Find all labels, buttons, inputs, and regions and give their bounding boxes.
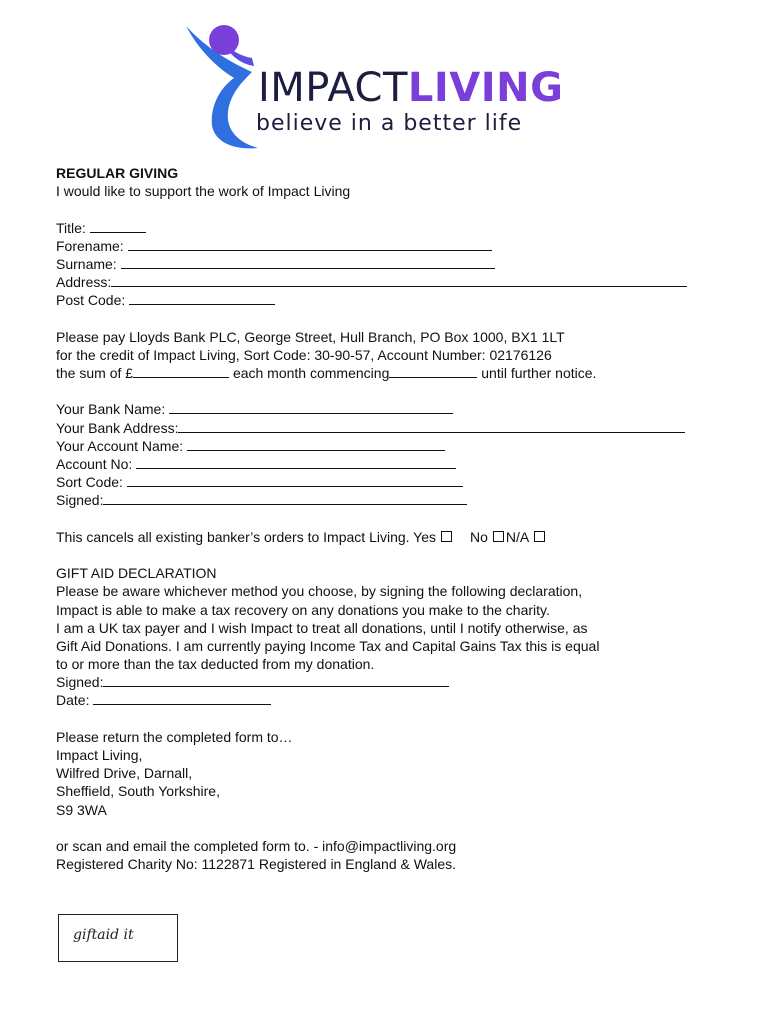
account-no-row <box>56 455 746 473</box>
payment-line-3 <box>56 364 746 382</box>
yes-checkbox[interactable] <box>441 531 452 542</box>
logo-head <box>209 25 239 55</box>
account-no-label: Account No: <box>56 456 133 472</box>
email-line: or scan and email the completed form to. - info@impactliving.org <box>56 837 457 854</box>
surname-row <box>56 255 746 273</box>
account-no-field[interactable] <box>136 455 456 469</box>
gift-aid-date-row <box>56 691 746 709</box>
until-label: until further notice. <box>481 365 597 382</box>
account-name-row <box>56 437 746 455</box>
gift-aid-signed-label: Signed: <box>56 674 104 691</box>
return-address-line: Wilfred Drive, Darnall, <box>56 765 193 782</box>
account-name-field[interactable] <box>187 437 445 451</box>
title-row <box>56 219 746 237</box>
title-label: Title: <box>56 219 86 236</box>
bank-signed-row <box>56 491 746 509</box>
no-label: No <box>470 528 488 545</box>
gift-aid-line: to or more than the tax deducted from my donation. <box>56 656 375 673</box>
sum-label: the sum of £ <box>56 365 134 382</box>
brand-impact: IMPACT <box>258 65 408 111</box>
sort-code-field[interactable] <box>127 473 463 487</box>
payment-line-1: Please pay Lloyds Bank PLC, George Street, Hull Branch, PO Box 1000, BX1 1LT <box>56 328 565 345</box>
gift-aid-line: Please be aware whichever method you choose, by signing the following declaration, <box>56 583 583 600</box>
regular-giving-form <box>56 164 746 873</box>
cancel-row <box>56 528 746 546</box>
postcode-label: Post Code: <box>56 292 126 309</box>
gift-aid-line: I am a UK tax payer and I wish Impact to treat all donations, until I notify otherwise, as <box>56 619 588 636</box>
bank-name-row <box>56 400 746 418</box>
bank-signed-label: Signed: <box>56 492 104 509</box>
postcode-row <box>56 291 746 309</box>
charity-line: Registered Charity No: 1122871 Registered in England & Wales. <box>56 856 456 873</box>
surname-field[interactable] <box>121 255 495 269</box>
account-name-label: Your Account Name: <box>56 437 184 454</box>
sort-code-row <box>56 473 746 491</box>
gift-aid-heading: GIFT AID DECLARATION <box>56 565 217 582</box>
sort-code-label: Sort Code: <box>56 474 123 491</box>
title-field[interactable] <box>90 219 146 233</box>
gift-aid-date-label: Date: <box>56 692 90 709</box>
address-field[interactable] <box>111 273 687 287</box>
form-heading: REGULAR GIVING <box>56 165 179 181</box>
gift-aid-date-field[interactable] <box>93 691 271 705</box>
bank-signature-field[interactable] <box>103 491 467 505</box>
payment-line-2: for the credit of Impact Living, Sort Code: 30-90-57, Account Number: 02176126 <box>56 346 552 363</box>
form-intro: I would like to support the work of Impact Living <box>56 183 351 200</box>
brand-name <box>258 66 563 110</box>
return-address-line: Impact Living, <box>56 747 143 763</box>
cancel-text: This cancels all existing banker’s orders to Impact Living. Yes <box>56 528 437 545</box>
brand-living: LIVING <box>407 65 564 111</box>
sum-field[interactable] <box>133 364 229 378</box>
gift-aid-line: Impact is able to make a tax recovery on any donations you make to the charity. <box>56 601 550 618</box>
postcode-field[interactable] <box>129 291 275 305</box>
bank-name-label: Your Bank Name: <box>56 401 166 418</box>
return-address-line: Sheffield, South Yorkshire, <box>56 783 220 800</box>
forename-field[interactable] <box>128 237 492 251</box>
brand-tagline: believe in a better life <box>256 111 523 136</box>
forename-row <box>56 237 746 255</box>
giftaid-it-logo <box>58 914 178 962</box>
return-address-line: S9 3WA <box>56 801 107 818</box>
gift-aid-signature-field[interactable] <box>103 673 449 687</box>
address-label: Address: <box>56 274 112 291</box>
commencing-field[interactable] <box>389 364 477 378</box>
no-checkbox[interactable] <box>493 531 504 542</box>
gift-aid-line: Gift Aid Donations. I am currently paying Income Tax and Capital Gains Tax this is equal <box>56 637 600 654</box>
bank-address-row <box>56 419 746 437</box>
bank-address-field[interactable] <box>178 419 685 433</box>
return-intro: Please return the completed form to… <box>56 728 293 745</box>
forename-label: Forename: <box>56 237 124 254</box>
na-checkbox[interactable] <box>534 531 545 542</box>
bank-name-field[interactable] <box>169 400 453 414</box>
bank-address-label: Your Bank Address: <box>56 419 179 436</box>
address-row <box>56 273 746 291</box>
na-label: N/A <box>505 528 530 545</box>
gift-aid-signed-row <box>56 673 746 691</box>
giftaid-it-text: giftaid it <box>73 927 134 943</box>
surname-label: Surname: <box>56 255 117 272</box>
month-label: each month commencing <box>232 365 390 382</box>
